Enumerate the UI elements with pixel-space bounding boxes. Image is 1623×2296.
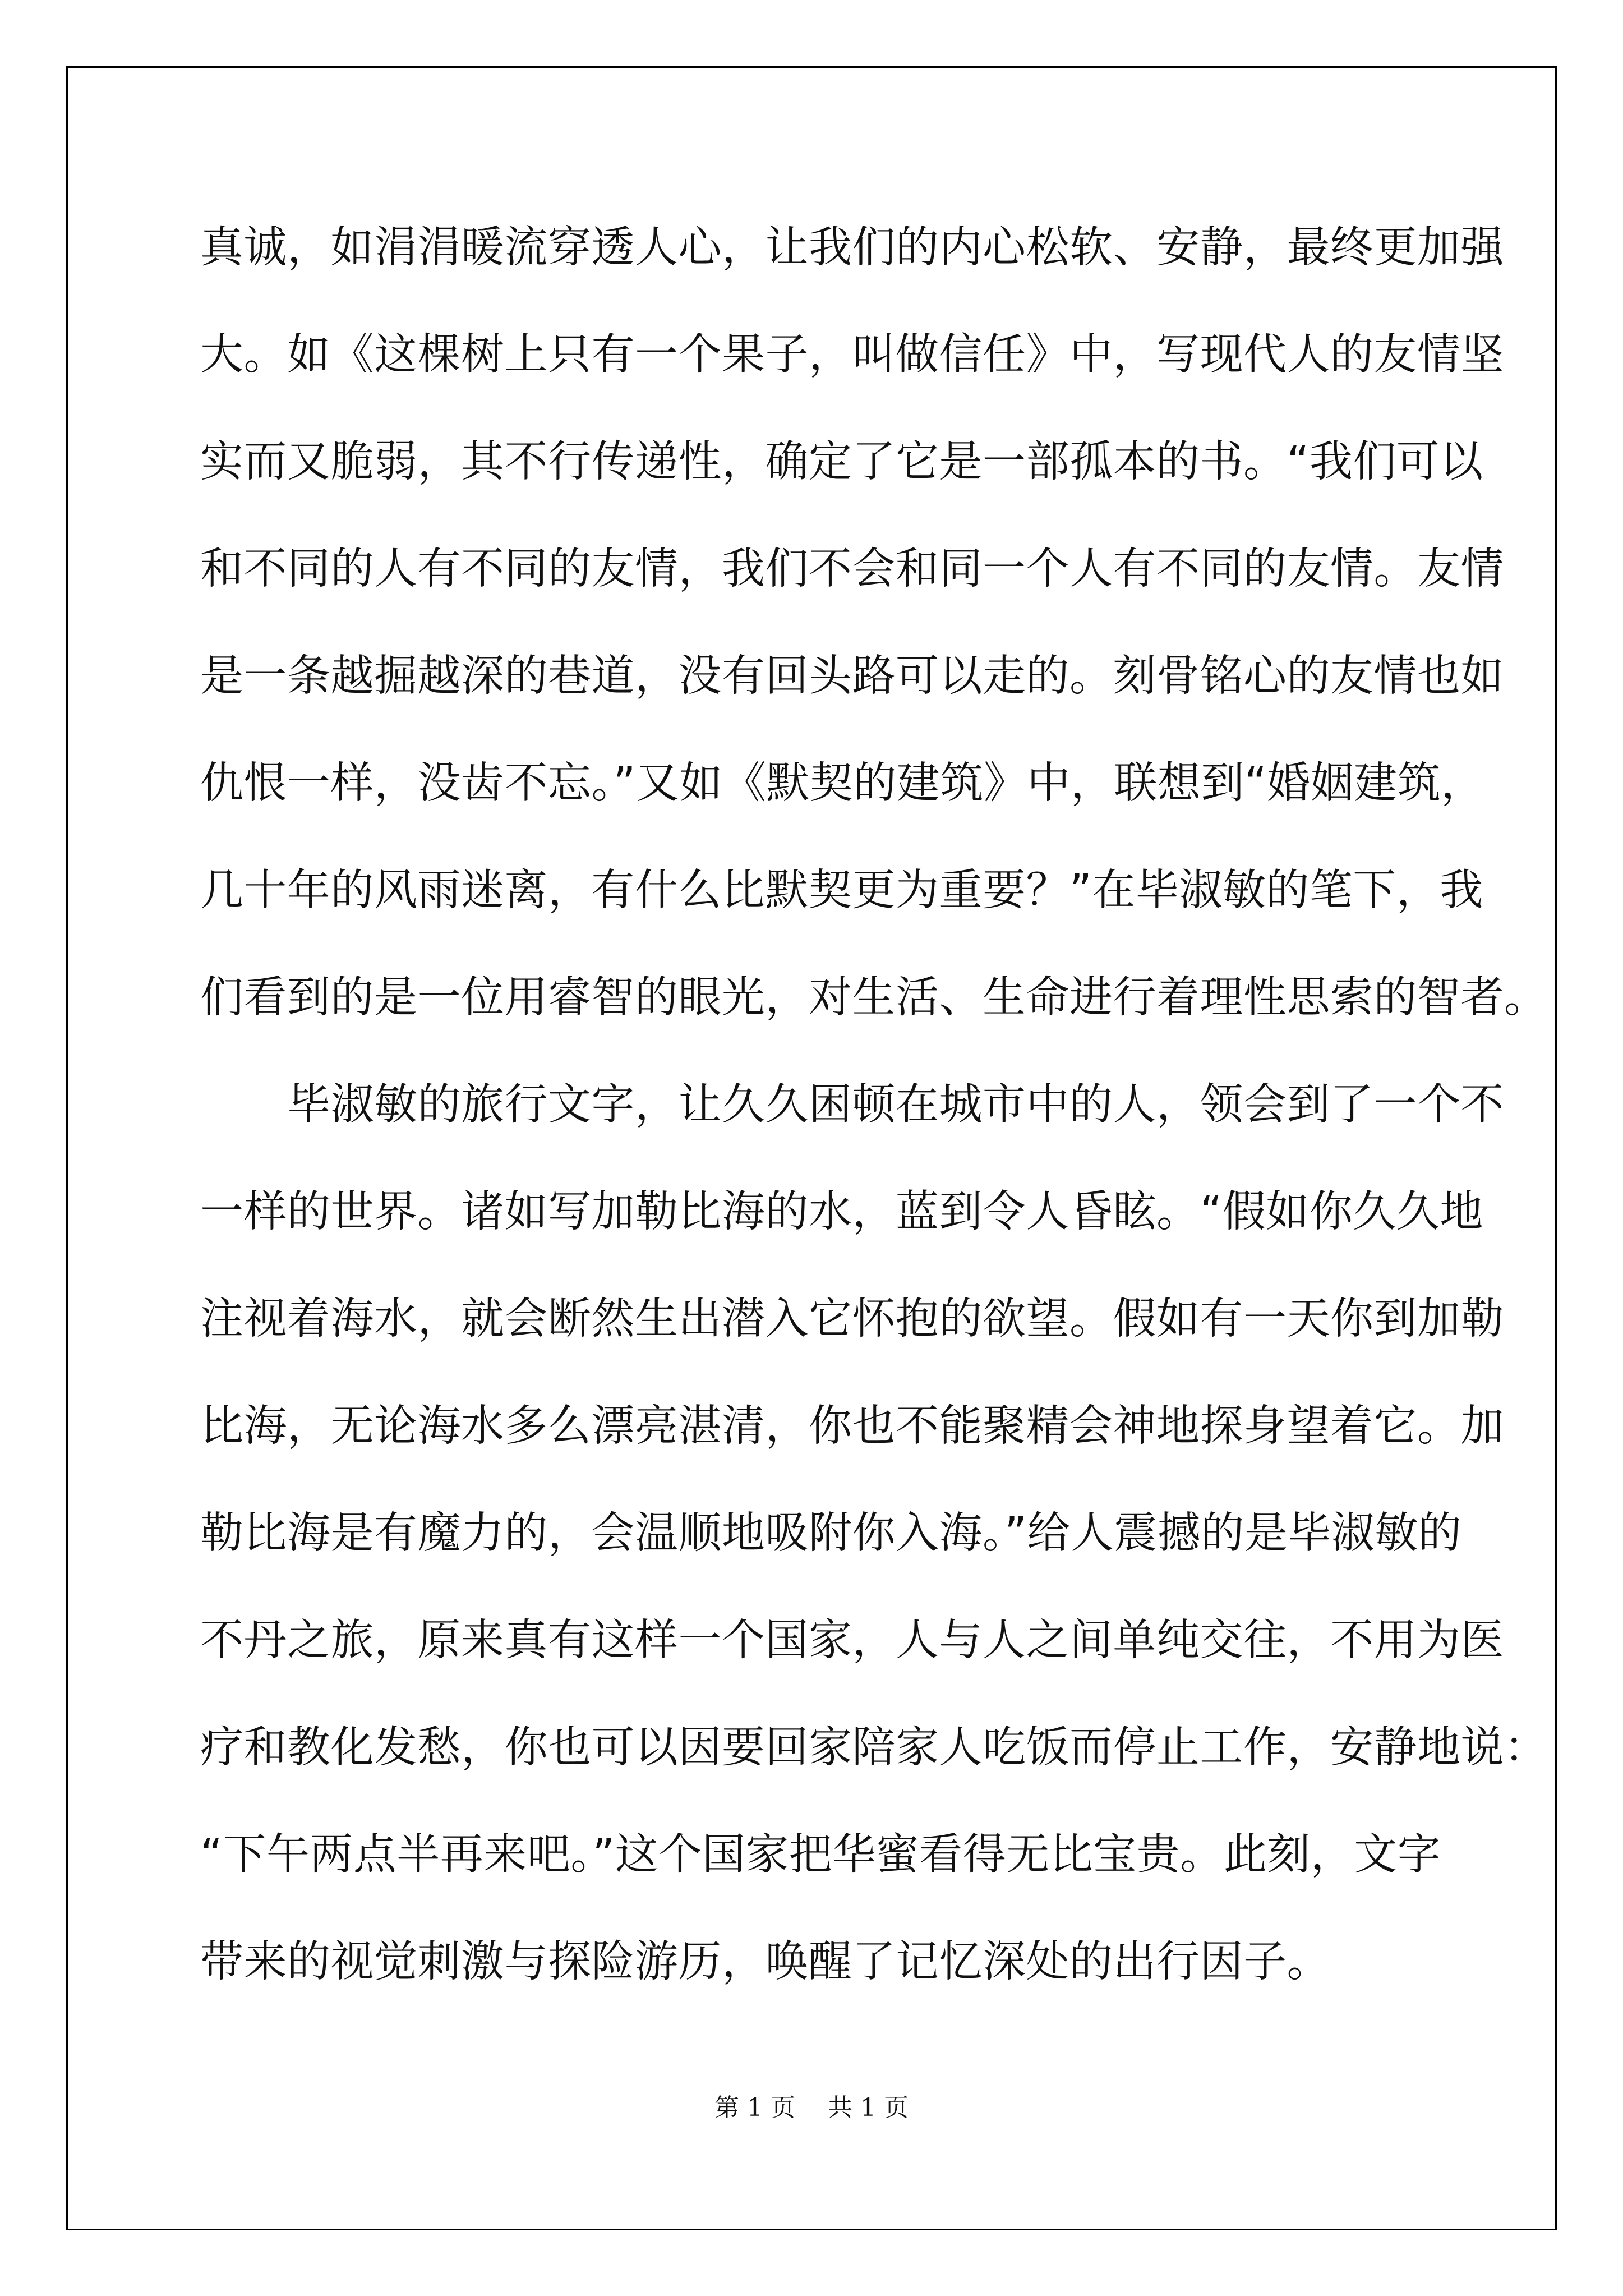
text-line: 真诚，如涓涓暖流穿透人心，让我们的内心松软、安静，最终更加强: [200, 223, 1504, 273]
text-line: 们看到的是一位用睿智的眼光，对生活、生命进行着理性思索的智者。: [200, 973, 1548, 1023]
text-line: 一样的世界。诸如写加勒比海的水，蓝到令人昏眩。“假如你久久地: [200, 1187, 1483, 1237]
text-line: 比海，无论海水多么漂亮湛清，你也不能聚精会神地探身望着它。加: [200, 1401, 1504, 1451]
text-line: 不丹之旅，原来真有这样一个国家，人与人之间单纯交往，不用为医: [200, 1616, 1504, 1665]
text-line: 毕淑敏的旅行文字，让久久困顿在城市中的人，领会到了一个不: [200, 1080, 1504, 1130]
text-line: 注视着海水，就会断然生出潜入它怀抱的欲望。假如有一天你到加勒: [200, 1294, 1504, 1344]
text-line: 几十年的风雨迷离，有什么比默契更为重要？”在毕淑敏的笔下，我: [200, 866, 1483, 915]
text-line: 是一条越掘越深的巷道，没有回头路可以走的。刻骨铭心的友情也如: [200, 651, 1504, 701]
text-line: 大。如《这棵树上只有一个果子，叫做信任》中，写现代人的友情坚: [200, 330, 1504, 380]
text-line: 带来的视觉刺激与探险游历，唤醒了记忆深处的出行因子。: [200, 1937, 1330, 1987]
text-line: 勒比海是有魔力的，会温顺地吸附你入海。”给人震撼的是毕淑敏的: [200, 1508, 1462, 1558]
page-border: [66, 66, 1557, 2230]
text-line: 实而又脆弱，其不行传递性，确定了它是一部孤本的书。“我们可以: [200, 437, 1483, 487]
text-line: “下午两点半再来吧。”这个国家把华蜜看得无比宝贵。此刻，文字: [200, 1830, 1441, 1880]
text-line: 和不同的人有不同的友情，我们不会和同一个人有不同的友情。友情: [200, 544, 1504, 594]
text-line: 仇恨一样，没齿不忘。”又如《默契的建筑》中，联想到“婚姻建筑，: [200, 758, 1484, 808]
page-footer: 第 1 页 共 1 页: [714, 2093, 909, 2122]
text-line: 疗和教化发愁，你也可以因要回家陪家人吃饭而停止工作，安静地说：: [200, 1723, 1548, 1773]
